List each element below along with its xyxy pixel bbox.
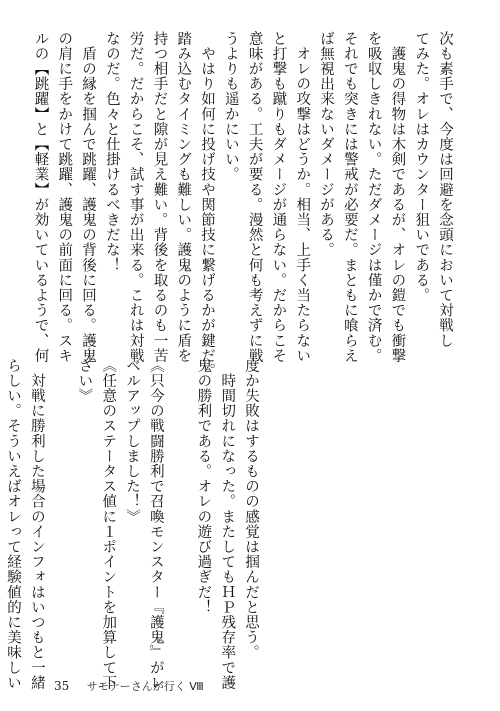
text-column: 《只今の戦闘勝利で召喚モンスター『護鬼』がレ [147,358,164,691]
text-column: うよりも遥かにいい。 [222,31,239,182]
page-footer [54,678,204,694]
page-number: 35 [54,679,70,693]
text-column: 護鬼の得物は木剣であるが、オレの鎧でも衝撃 [389,31,406,364]
text-column: 労だ。だからこそ、試す事が出来る。これは対戦 [127,31,144,364]
text-column: 踏み込むタイミングも難しい。護鬼のように盾を [175,31,192,364]
text-column: オレの攻撃はどうか。相当、上手く当たらない [294,31,311,364]
text-column: ば無視出来ないダメージがある。 [318,31,335,258]
text-column: それでも突きには警戒が必要だ。まともに喰らえ [341,31,358,364]
text-column [48,358,72,668]
text-column: 鬼の勝利である。オレの遊び過ぎだ！ [195,358,212,615]
text-column: と打撃も蹴りもダメージが通らない。だからこそ [270,31,287,364]
text-column: やはり如何に投げ技や関節技に繋げるかが鍵だ。 [199,31,216,379]
text-column: 《任意のステータス値に１ポイントを加算して下 [100,358,117,691]
text-column: てみた。オレはカウンター狙いである。 [413,31,430,303]
text-column: 対戦に勝利した場合のインフォはいつもと一緒 [28,358,45,691]
text-column: 意味がある。工夫が要る。漫然と何も考えずに戦 [246,31,263,364]
text-column: らしい。そういえばオレって経験値的に美味しい [5,358,22,691]
text-column: の肩に手をかけて跳躍、護鬼の前面に回る。スキ [56,31,73,364]
text-column: 度か失敗はするものの感覚は掴んだと思う。 [243,358,259,660]
text-column [167,358,191,668]
upper-text-block [32,31,456,379]
text-column: 持つ相手だと隙が見え難い。背後を取るのも一苦 [151,31,168,364]
text-column: なのだ。色々と仕掛けるべきだな！ [103,31,120,273]
text-column: 次も素手で、今度は回避を念頭において対戦し [437,31,453,349]
book-title: サモナーさんが行く Ⅷ [86,680,204,693]
text-column: ルの【跳躍】と【軽業】が効いているようで、何 [32,31,49,364]
text-column: ベルアップしました！》 [124,358,141,525]
text-column: 時間切れになった。またしてもＨＰ残存率で護 [219,358,236,691]
text-column: を吸収しきれない。ただダメージは僅かで済む。 [365,31,382,364]
text-column: さい》 [76,358,93,404]
text-column: 盾の縁を掴んで跳躍、護鬼の背後に回る。護鬼 [80,31,97,364]
